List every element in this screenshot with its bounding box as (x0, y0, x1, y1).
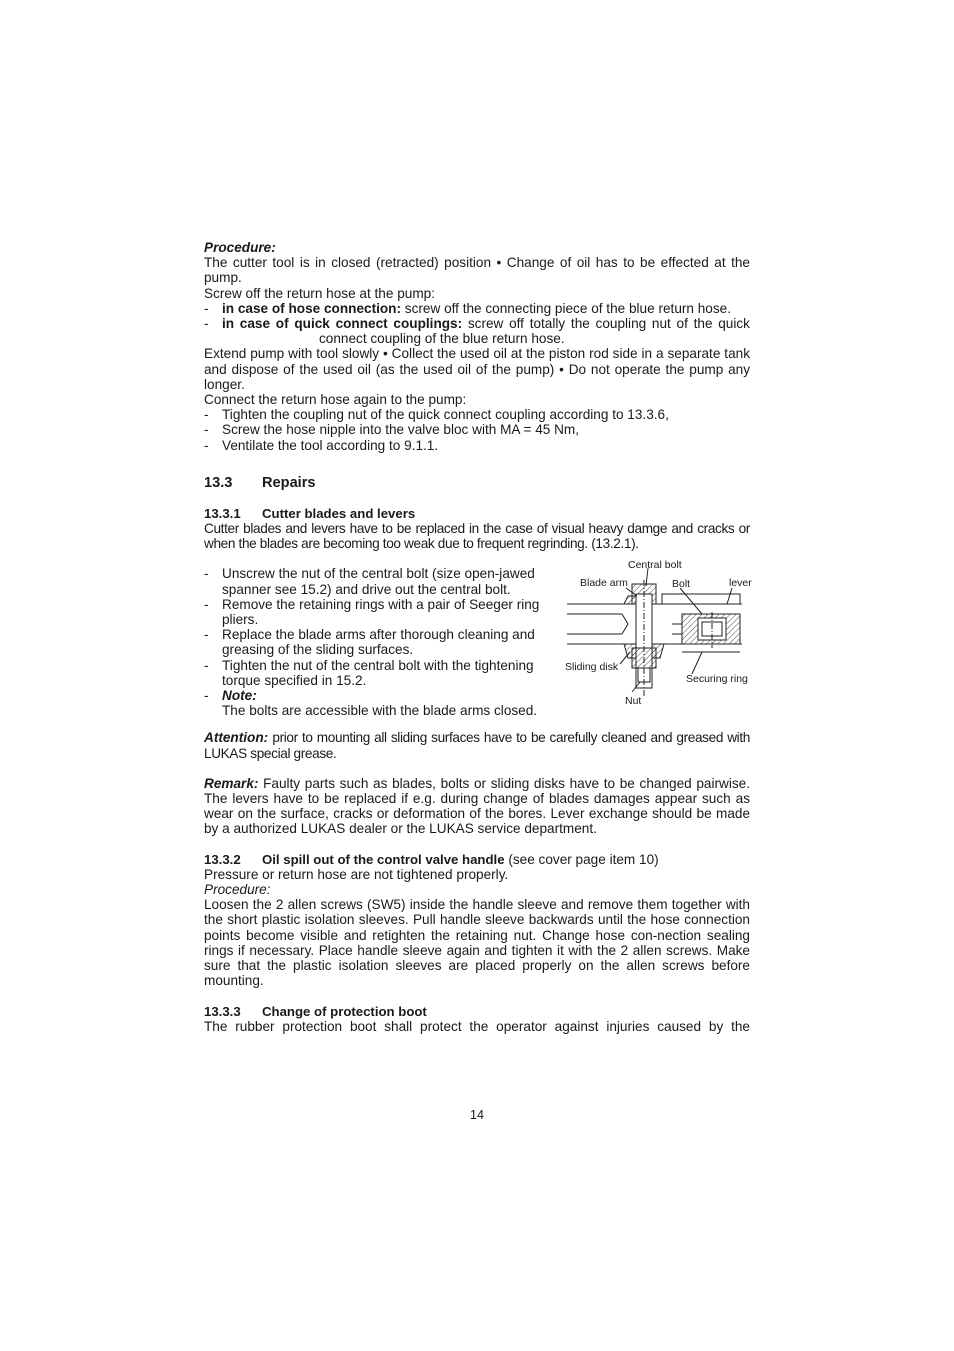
note: - Note: (204, 688, 257, 704)
page-content (204, 240, 750, 1034)
item2-text-a: screw off totally the coupling nut of the quick (462, 316, 750, 332)
label-central-bolt: Central bolt (628, 559, 682, 572)
cutter-intro: Cutter blades and levers have to be replaced in the case of visual heavy damge and cracks or when the blades are becoming too weak due to frequent regrinding. (13.2.1). (204, 521, 750, 552)
label-blade-arm: Blade arm (580, 577, 628, 590)
list-item: - Remove the retaining rings with a pair of Seeger ring pliers. (204, 596, 540, 628)
cutter-steps-with-figure (204, 559, 752, 726)
procedure-item-quick: - in case of quick connect couplings: screw off totally the coupling nut of the quick connect coupling of the blue return hose. (204, 316, 750, 347)
procedure-extend: Extend pump with tool slowly • Collect the used oil at the piston rod side in a separate tank and dispose of the used oil (as the used oil of the pump) • Do not operate the pump any longer. (204, 346, 750, 392)
procedure-intro: The cutter tool is in closed (retracted) position • Change of oil has to be effected at the pump. (204, 255, 750, 286)
blade-assembly-diagram (562, 556, 754, 706)
label-securing-ring: Securing ring (686, 673, 748, 686)
procedure-item-hose: - in case of hose connection: screw off the connecting piece of the blue return hose. (204, 300, 731, 316)
attention-paragraph: Attention: prior to mounting all sliding surfaces have to be carefully cleaned and greased with LUKAS special grease. (204, 730, 750, 761)
label-lever: lever (729, 577, 752, 590)
label-bolt: Bolt (672, 578, 691, 591)
section-heading-cutter: 13.3.1 Cutter blades and levers (204, 505, 416, 521)
remark-paragraph: Remark: Faulty parts such as blades, bolts or sliding disks have to be changed pairwise. The levers have to be replaced if e.g. during change of blades damages appear such as wear on the surface, cracks or deformation of the bores. Lever exchange should be made by a authorized LUKAS dealer or the LUKAS service department. (204, 775, 750, 837)
list-item: - Tighten the nut of the central bolt with the tightening torque specified in 15.2. (204, 657, 534, 688)
section-heading-oil-spill: 13.3.2 Oil spill out of the control valve handle (see cover page item 10) (204, 851, 659, 867)
procedure-reconnect: Connect the return hose again to the pump: (204, 392, 467, 408)
note-text: The bolts are accessible with the blade arms closed. (222, 703, 538, 719)
page-number: 14 (470, 1108, 484, 1122)
list-item: - Screw the hose nipple into the valve bloc with MA = 45 Nm, (204, 422, 580, 438)
oil-spill-procedure-text: Loosen the 2 allen screws (SW5) inside the handle sleeve and remove them together with the short plastic isolation sleeves. Pull handle sleeve backwards until the hose connection points become visible and retighten the retaining nut. Change hose con-nection sealing rings if necessary. Place handle sleeve again and tighten it with the 2 allen screws. Make sure that the plastic isolation sleeves are placed properly on the allen screws before mounting. (204, 897, 750, 989)
section-heading-boot: 13.3.3 Change of protection boot (204, 1003, 427, 1019)
list-item: - Tighten the coupling nut of the quick connect coupling according to 13.3.6, (204, 407, 669, 423)
boot-text: The rubber protection boot shall protect the operator against injuries caused by the (204, 1018, 750, 1034)
label-nut: Nut (625, 695, 642, 707)
section-heading-repairs: 13.3 Repairs (204, 474, 316, 491)
procedure-heading: Procedure: (204, 240, 276, 255)
item1-bold: in case of hose connection: (222, 300, 402, 316)
oil-spill-procedure-label: Procedure: (204, 882, 271, 898)
label-sliding-disk: Sliding disk (565, 661, 619, 674)
item2-bold: in case of quick connect couplings: (222, 316, 463, 332)
list-item: - Replace the blade arms after thorough cleaning and greasing of the sliding surfaces. (204, 627, 535, 658)
item2-text-b: connect coupling of the blue return hose. (319, 331, 565, 347)
item1-text: screw off the connecting piece of the blue return hose. (401, 300, 731, 316)
list-item: - Ventilate the tool according to 9.1.1. (204, 437, 439, 453)
list-item: - Unscrew the nut of the central bolt (size open-jawed spanner see 15.2) and drive out the central bolt. (204, 566, 535, 597)
oil-spill-cause: Pressure or return hose are not tightened properly. (204, 866, 509, 882)
procedure-screw-off: Screw off the return hose at the pump: (204, 285, 435, 301)
